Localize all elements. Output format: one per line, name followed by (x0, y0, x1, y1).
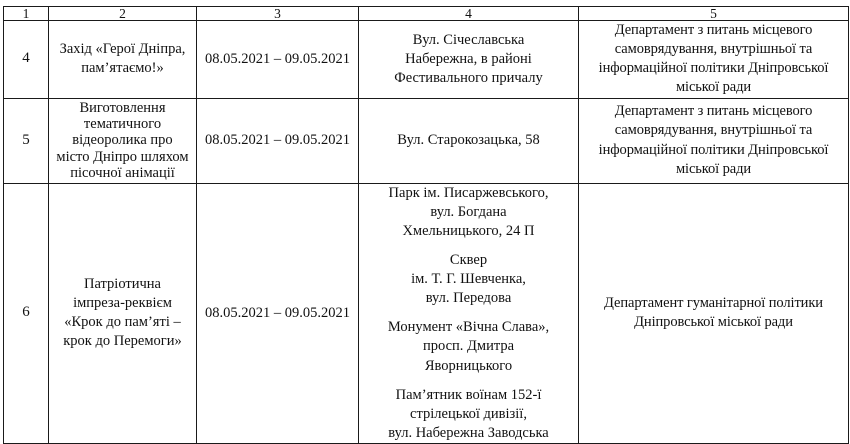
event-name-line: Патріотична (84, 276, 161, 292)
event-name-line: пам’ятаємо!» (81, 60, 164, 77)
organizer-line: Департамент гуманітарної політики (604, 295, 823, 312)
venue-line: стрілецької дивізії, (410, 405, 527, 422)
venue-block (363, 386, 574, 443)
venue-line: вул. Набережна Заводська (388, 424, 549, 441)
venue-cell (359, 21, 579, 99)
venue-line: Набережна, в районі (405, 50, 532, 67)
organizer-line: Департамент з питань місцевого (614, 103, 813, 120)
organizer-line: самоврядування, внутрішньої та (614, 41, 813, 58)
venue-line: Сквер (449, 251, 488, 268)
venue-block (363, 31, 574, 88)
event-dates-cell: 08.05.2021 – 09.05.2021 (197, 183, 359, 444)
column-number-2: 2 (49, 7, 197, 21)
venue-line: ім. Т. Г. Шевченка, (411, 271, 526, 287)
event-name-line: Виготовлення (79, 99, 166, 116)
venue-line: Пам’ятник воїнам 152-ї (395, 386, 542, 403)
venue-line: Вул. Січеславська (412, 31, 525, 48)
column-number-5: 5 (579, 7, 849, 21)
organizer-line: міської ради (675, 79, 752, 96)
venue-block (363, 251, 574, 308)
event-name-cell (49, 98, 197, 183)
organizer-cell (579, 98, 849, 183)
venue-line: просп. Дмитра (422, 338, 515, 355)
event-dates-cell: 08.05.2021 – 09.05.2021 (197, 21, 359, 99)
column-number-3: 3 (197, 7, 359, 21)
events-table (3, 6, 849, 444)
venue-line: вул. Передова (425, 290, 512, 307)
organizer-line: самоврядування, внутрішньої та (614, 122, 813, 139)
organizer-cell (579, 183, 849, 444)
venue-line: вул. Богдана (430, 203, 507, 220)
venue-line: Яворницького (424, 357, 513, 374)
row-number: 5 (4, 98, 49, 183)
event-name-line: Захід «Герої Дніпра, (59, 41, 186, 58)
row-number: 4 (4, 21, 49, 99)
column-number-4: 4 (359, 7, 579, 21)
venue-cell (359, 98, 579, 183)
table-row (4, 98, 849, 183)
event-dates-cell: 08.05.2021 – 09.05.2021 (197, 98, 359, 183)
event-name-line: «Крок до пам’яті – (64, 314, 181, 331)
venue-line: Фестивального причалу (394, 69, 543, 86)
column-number-1: 1 (4, 7, 49, 21)
event-name-line: місто Дніпро шляхом (56, 148, 189, 165)
event-name-line: відеоролика про (72, 132, 173, 149)
organizer-line: інформаційної політики Дніпровської (598, 60, 829, 77)
event-name-line: імпреза-реквієм (73, 295, 172, 312)
organizer-line: інформаційної політики Дніпровської (598, 141, 829, 158)
column-number-row (4, 7, 849, 21)
event-name-line: тематичного (83, 116, 162, 133)
event-name-line: крок до Перемоги» (63, 333, 182, 350)
venue-line: Вул. Старокозацька, 58 (397, 131, 540, 148)
organizer-line: міської ради (675, 160, 752, 177)
venue-block (363, 131, 574, 150)
venue-cell (359, 183, 579, 444)
venue-block (363, 184, 574, 241)
organizer-cell (579, 21, 849, 99)
venue-line: Парк ім. Писаржевського, (388, 184, 549, 201)
table-row (4, 183, 849, 444)
event-name-cell (49, 21, 197, 99)
event-name-cell (49, 183, 197, 444)
event-name-line: пісочної анімації (70, 164, 175, 181)
organizer-line: Департамент з питань місцевого (614, 22, 813, 38)
table-row (4, 21, 849, 99)
venue-line: Хмельницького, 24 П (402, 222, 535, 239)
organizer-line: Дніпровської міської ради (634, 314, 793, 331)
row-number: 6 (4, 183, 49, 444)
venue-line: Монумент «Вічна Слава», (387, 319, 550, 336)
venue-block (363, 318, 574, 375)
